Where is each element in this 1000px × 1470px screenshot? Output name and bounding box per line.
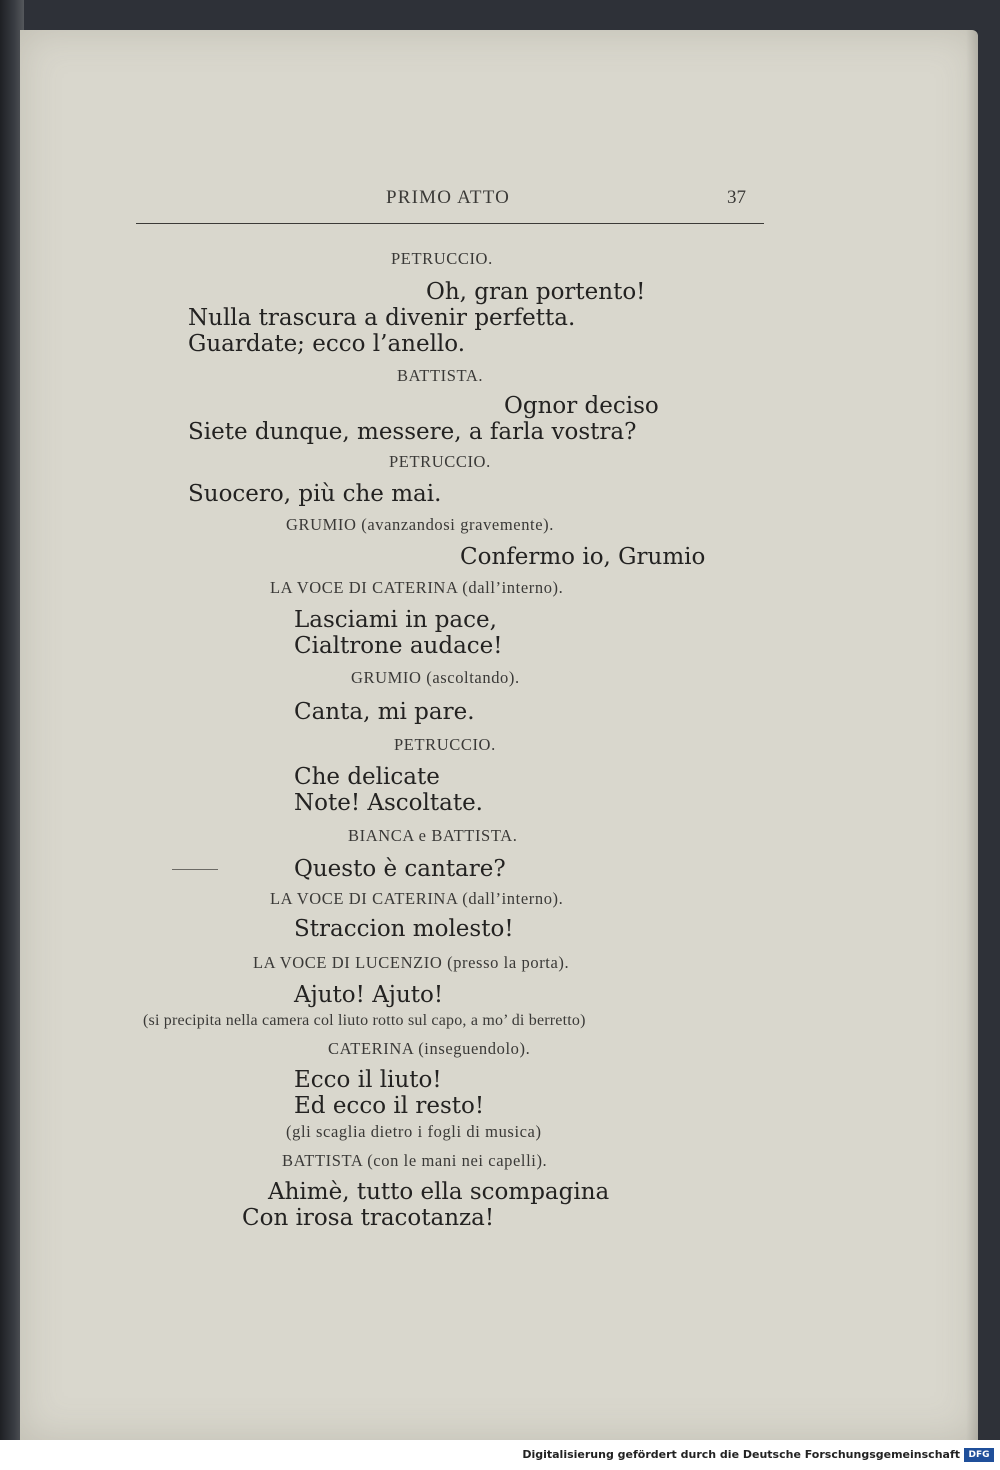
verse-line: Cialtrone audace!: [294, 633, 503, 659]
speaker-label: PETRUCCIO.: [389, 452, 491, 471]
verse-line: Siete dunque, messere, a farla vostra?: [188, 419, 637, 445]
verse-line: Note! Ascoltate.: [294, 790, 483, 816]
speaker-label: GRUMIO (ascoltando).: [351, 668, 520, 687]
verse-line: Questo è cantare?: [294, 856, 506, 882]
verse-line: Canta, mi pare.: [294, 699, 475, 725]
speaker-label: GRUMIO (avanzandosi gravemente).: [286, 515, 554, 534]
speaker-label: BIANCA e BATTISTA.: [348, 826, 518, 845]
verse-line: Ahimè, tutto ella scompagina: [268, 1179, 610, 1205]
verse-line: Ed ecco il resto!: [294, 1093, 485, 1119]
stage-direction: (si precipita nella camera col liuto rotto sul capo, a mo’ di berretto): [143, 1012, 586, 1029]
verse-line: Oh, gran portento!: [426, 279, 646, 305]
verse-line: Ajuto! Ajuto!: [294, 982, 444, 1008]
speaker-label: CATERINA (inseguendolo).: [328, 1039, 531, 1058]
verse-line: Guardate; ecco l’anello.: [188, 331, 466, 357]
book-page: [20, 30, 978, 1440]
verse-line: Confermo io, Grumio: [460, 544, 706, 570]
verse-line: Suocero, più che mai.: [188, 481, 442, 507]
stage-direction: (gli scaglia dietro i fogli di musica): [286, 1122, 542, 1141]
dfg-logo: DFG: [964, 1448, 994, 1462]
page-number: 37: [727, 187, 746, 208]
verse-line: Ognor deciso: [504, 393, 659, 419]
verse-line: Ecco il liuto!: [294, 1067, 442, 1093]
speaker-label: LA VOCE DI LUCENZIO (presso la porta).: [253, 953, 570, 972]
running-head: [20, 187, 978, 209]
footer-bar: [0, 1440, 1000, 1470]
act-title: PRIMO ATTO: [386, 187, 511, 208]
speaker-label: BATTISTA.: [397, 366, 484, 385]
verse-line: Nulla trascura a divenir perfetta.: [188, 305, 576, 331]
verse-line: Che delicate: [294, 764, 440, 790]
digitization-credit: Digitalisierung gefördert durch die Deutsche Forschungsgemeinschaft: [522, 1448, 960, 1461]
speaker-label: LA VOCE DI CATERINA (dall’interno).: [270, 889, 564, 908]
speaker-label: PETRUCCIO.: [391, 249, 493, 268]
verse-line: Straccion molesto!: [294, 916, 514, 942]
speaker-label: LA VOCE DI CATERINA (dall’interno).: [270, 578, 564, 597]
verse-line: Lasciami in pace,: [294, 607, 497, 633]
margin-dash: [172, 869, 218, 870]
speaker-label: BATTISTA (con le mani nei capelli).: [282, 1151, 548, 1170]
header-rule: [136, 223, 764, 224]
verse-line: Con irosa tracotanza!: [242, 1205, 495, 1231]
speaker-label: PETRUCCIO.: [394, 735, 496, 754]
